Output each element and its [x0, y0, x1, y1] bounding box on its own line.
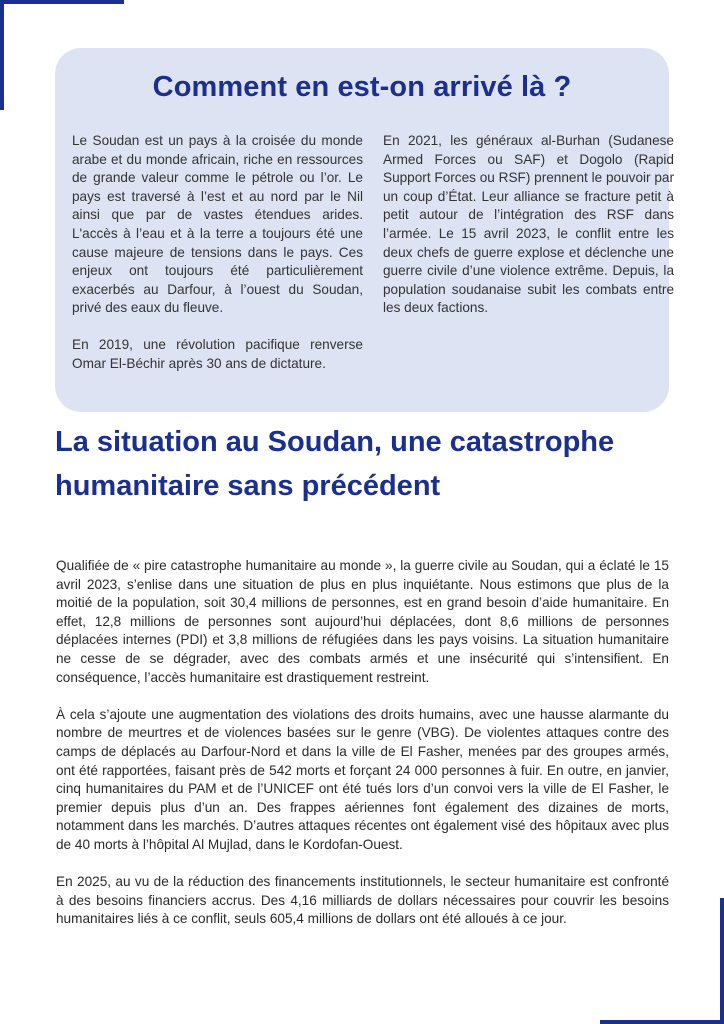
corner-accent-bottom-vertical	[720, 898, 724, 1024]
corner-accent-top-vertical	[0, 0, 4, 110]
section-title: La situation au Soudan, une catastrophe humanitaire sans précédent	[55, 426, 615, 502]
section-body	[56, 557, 669, 947]
context-box	[55, 48, 674, 412]
context-box-left-column	[72, 132, 363, 391]
context-paragraph: En 2021, les généraux al-Burhan (Sudanese Armed Forces ou SAF) et Dogolo (Rapid Support Forces ou RSF) prennent le pouvoir par un coup d’État. Leur alliance se fracture petit à petit autour de l’intégration des RSF dans l’armée. Le 15 avril 2023, le conflit entre les deux chefs de guerre explose et déclenche une guerre civile d’une violence extrême. Depuis, la population soudanaise subit les combats entre les deux factions.	[383, 133, 674, 316]
context-paragraph: Le Soudan est un pays à la croisée du monde arabe et du monde africain, riche en ressources de grande valeur comme le pétrole ou l’or. Le pays est traversé à l’est et au nord par le Nil ainsi que par de vastes étendues arides. L'accès à l’eau et à la terre a toujours été une cause majeure de tensions dans le pays. Ces enjeux ont toujours été particulièrement exacerbés au Darfour, à l’ouest du Soudan, privé des eaux du fleuve.	[72, 133, 363, 316]
context-box-right-column	[383, 132, 674, 336]
body-paragraph: À cela s’ajoute une augmentation des violations des droits humains, avec une hausse alarmante du nombre de meurtres et de violences basées sur le genre (VBG). De violentes attaques contre des camps de déplacés au Darfour-Nord et dans la ville de El Fasher, menées par des groupes armés, ont été rapportées, faisant près de 542 morts et forçant 24 000 personnes à fuir. En outre, en janvier, cinq humanitaires du PAM et de l’UNICEF ont été tués lors d’un convoi vers la ville de El Fasher, le premier depuis plus d’un an. Des frappes aériennes font également des dizaines de morts, notamment dans les marchés. D’autres attaques récentes ont également visé des hôpitaux avec plus de 40 morts à l’hôpital Al Mujlad, dans le Kordofan-Ouest.	[56, 706, 669, 852]
context-box-title: Comment en est-on arrivé là ?	[152, 71, 572, 103]
corner-accent-top-horizontal	[0, 0, 124, 4]
body-paragraph: En 2025, au vu de la réduction des financements institutionnels, le secteur humanitaire est confronté à des besoins financiers accrus. Des 4,16 milliards de dollars nécessaires pour couvrir les besoins humanitaires liés à ce conflit, seuls 605,4 millions de dollars ont été alloués à ce jour.	[56, 874, 669, 927]
context-paragraph: En 2019, une révolution pacifique renverse Omar El-Béchir après 30 ans de dictature.	[72, 336, 363, 371]
body-paragraph: Qualifiée de « pire catastrophe humanitaire au monde », la guerre civile au Soudan, qui a éclaté le 15 avril 2023, s’enlise dans une situation de plus en plus inquiétante. Nous estimons que plus de la moitié de la population, soit 30,4 millions de personnes, est en grand besoin d’aide humanitaire. En effet, 12,8 millions de personnes sont aujourd’hui déplacées, dont 8,6 millions de personnes déplacées internes (PDI) et 3,8 millions de réfugiées dans les pays voisins. La situation humanitaire ne cesse de se dégrader, avec des combats armés et une insécurité qui s’intensifient. En conséquence, l’accès humanitaire est drastiquement restreint.	[56, 558, 669, 685]
corner-accent-bottom-horizontal	[600, 1020, 724, 1024]
